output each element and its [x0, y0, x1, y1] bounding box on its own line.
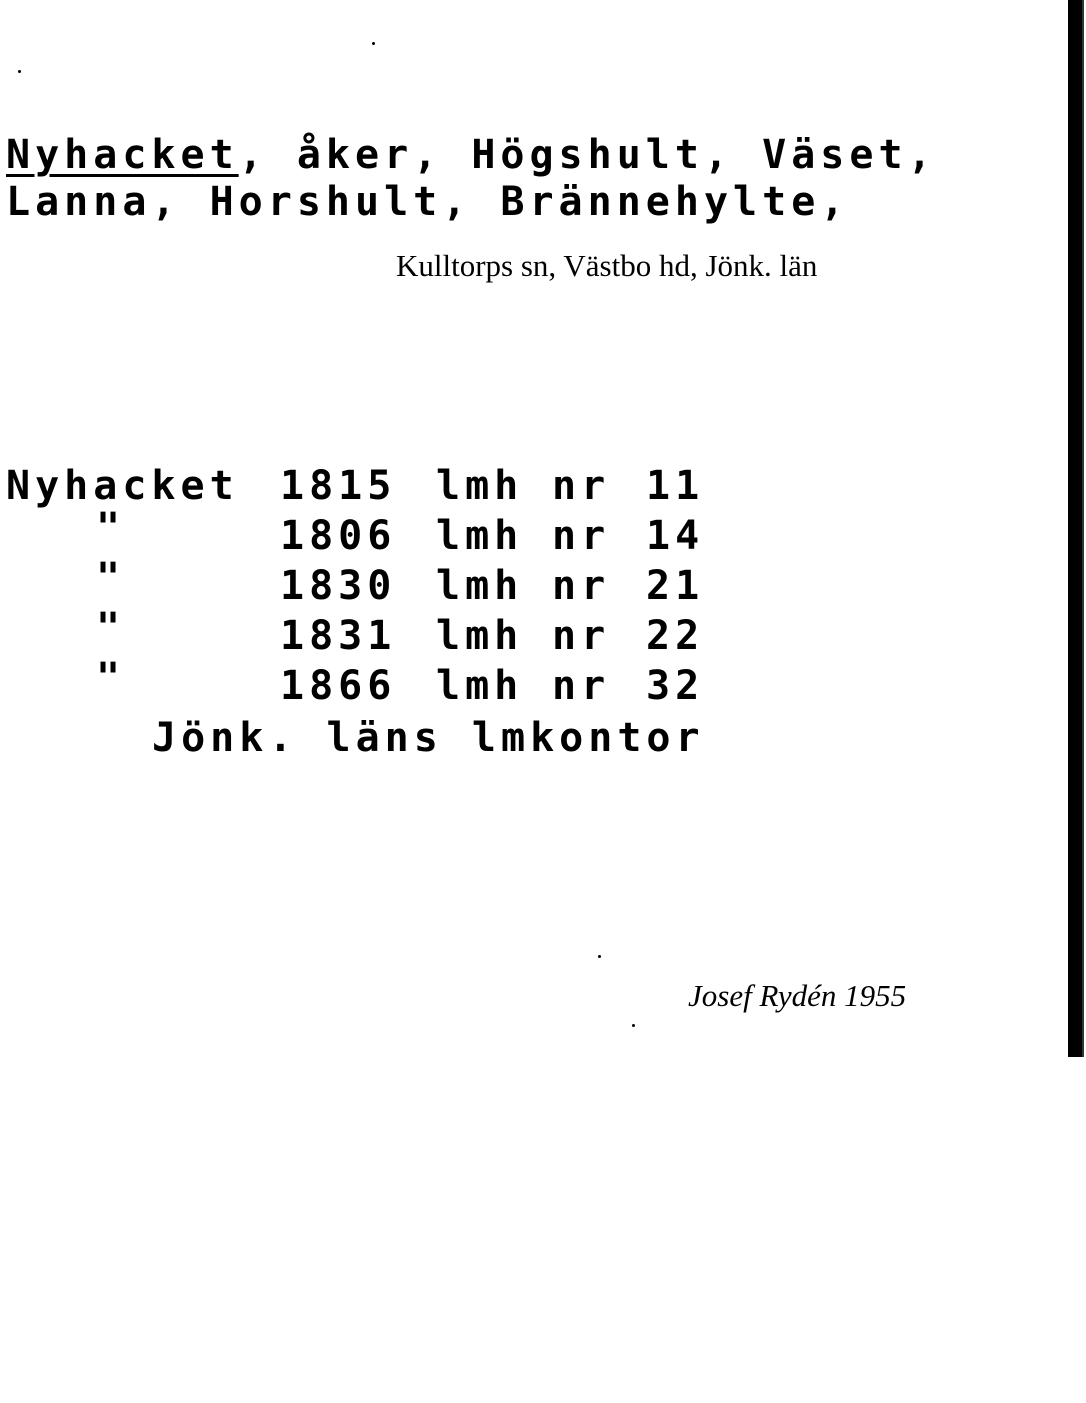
paper-speck: [372, 42, 375, 45]
record-year: 1830: [280, 563, 397, 609]
record-place-name: Nyhacket: [6, 463, 239, 509]
record-nr-label: nr: [552, 513, 611, 559]
archive-line: Jönk. läns lmkontor: [152, 715, 705, 761]
record-row: [0, 280, 1086, 560]
record-year: 1866: [280, 663, 397, 709]
record-year: 1831: [280, 613, 397, 659]
record-type: lmh: [436, 563, 524, 609]
record-nr-label: nr: [552, 613, 611, 659]
record-row: [0, 555, 1086, 840]
record-year: 1806: [280, 513, 397, 559]
record-type: lmh: [436, 663, 524, 709]
record-nr-label: nr: [552, 463, 611, 509]
paper-speck: [632, 1024, 635, 1027]
record-type: lmh: [436, 613, 524, 659]
card-edge-line: [1082, 0, 1084, 1057]
heading-line-2: Lanna, Horshult, Brännehylte,: [6, 179, 850, 225]
record-type: lmh: [436, 513, 524, 559]
heading-line-1-rest: , åker, Högshult, Väset,: [238, 132, 937, 178]
record-number: 32: [646, 663, 705, 709]
place-name: Nyhacket: [6, 132, 239, 178]
record-nr-label: nr: [552, 663, 611, 709]
record-ditto-mark: ": [96, 605, 126, 651]
record-number: 21: [646, 563, 705, 609]
heading-line-1: [6, 132, 937, 178]
record-ditto-mark: ": [96, 655, 126, 701]
card-edge-shadow: [1068, 0, 1082, 1057]
record-ditto-mark: ": [96, 505, 126, 551]
record-year: 1815: [280, 463, 397, 509]
paper-speck: [598, 955, 601, 958]
paper-speck: [18, 70, 21, 73]
record-type: lmh: [436, 463, 524, 509]
record-number: 14: [646, 513, 705, 559]
location-line: Kulltorps sn, Västbo hd, Jönk. län: [396, 248, 818, 283]
record-number: 11: [646, 463, 705, 509]
record-number: 22: [646, 613, 705, 659]
signature: Josef Rydén 1955: [688, 978, 907, 1013]
record-nr-label: nr: [552, 563, 611, 609]
record-ditto-mark: ": [96, 555, 126, 601]
